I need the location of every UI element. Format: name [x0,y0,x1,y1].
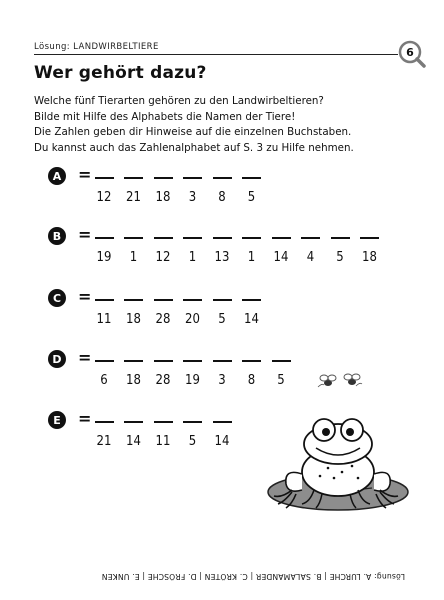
row-letter-badge: A [48,167,66,185]
answer-blank[interactable] [124,299,143,301]
answer-blank[interactable] [95,299,114,301]
page-number: 6 [406,46,414,59]
letter-number-hint: 28 [155,312,171,327]
letter-number-hint: 5 [336,250,344,265]
answer-blank[interactable] [242,299,261,301]
puzzle-row-d [0,350,444,400]
letter-number-hint: 8 [247,373,256,388]
puzzle-row-c [0,289,444,339]
answer-blank[interactable] [154,177,173,179]
magnifier-icon [398,40,426,68]
answer-blank[interactable] [124,237,143,239]
letter-number-hint: 1 [188,250,197,265]
letter-number-hint: 14 [214,434,230,449]
row-letter-badge: E [48,411,66,429]
instruction-line: Bilde mit Hilfe des Alphabets die Namen der Tiere! [34,110,296,123]
instruction-line: Die Zahlen geben dir Hinweise auf die einzelnen Buchstaben. [34,126,352,139]
answer-blank[interactable] [213,177,232,179]
answer-blank[interactable] [154,237,173,239]
equals-sign: = [78,287,92,306]
answer-blank[interactable] [95,360,114,362]
letter-number-hint: 14 [273,250,289,265]
letter-number-hint: 3 [218,373,226,388]
letter-number-hint: 11 [155,434,171,449]
letter-number-hint: 21 [96,434,112,449]
letter-number-hint: 18 [126,312,141,327]
letter-number-hint: 4 [306,250,315,265]
fly-icon [340,372,364,388]
fly-icon [316,373,340,389]
instructions [34,94,414,156]
answer-blank[interactable] [242,177,261,179]
equals-sign: = [78,409,92,428]
puzzle-row-b [0,227,444,277]
answer-blank[interactable] [154,299,173,301]
instruction-line: Welche fünf Tierarten gehören zu den Landwirbeltieren? [34,95,324,107]
answer-blank[interactable] [154,421,173,423]
answer-blank[interactable] [301,237,320,239]
frog-illustration [262,410,410,518]
letter-number-hint: 21 [126,190,141,205]
letter-number-hint: 8 [218,190,226,205]
letter-number-hint: 1 [247,250,256,265]
letter-number-hint: 6 [100,373,108,388]
answer-blank[interactable] [213,360,232,362]
row-letter-badge: D [48,350,66,368]
solution-footer: Lösung: A. LURCHE | B. SALAMANDER | C. KRÖTEN | D. FRÖSCHE | E. UNKEN [101,572,405,581]
answer-blank[interactable] [95,237,114,239]
letter-number-hint: 1 [129,250,138,265]
letter-number-hint: 20 [185,312,200,327]
answer-blank[interactable] [183,177,202,179]
letter-number-hint: 28 [155,373,171,388]
letter-number-hint: 5 [277,373,285,388]
answer-blank[interactable] [95,177,114,179]
answer-blank[interactable] [242,237,261,239]
letter-number-hint: 19 [96,250,112,265]
answer-blank[interactable] [213,299,232,301]
letter-number-hint: 18 [362,250,377,265]
equals-sign: = [78,165,92,184]
answer-blank[interactable] [183,360,202,362]
letter-number-hint: 5 [218,312,226,327]
letter-number-hint: 12 [155,250,171,265]
answer-blank[interactable] [272,237,291,239]
letter-number-hint: 19 [185,373,200,388]
answer-blank[interactable] [124,421,143,423]
answer-blank[interactable] [183,421,202,423]
answer-blank[interactable] [242,360,261,362]
solution-header-label: Lösung: LANDWIRBELTIERE [34,42,159,52]
page-number-badge [398,40,426,68]
letter-number-hint: 5 [188,434,197,449]
page-title: Wer gehört dazu? [34,63,207,83]
letter-number-hint: 13 [214,250,230,265]
equals-sign: = [78,348,92,367]
letter-number-hint: 3 [188,190,197,205]
answer-blank[interactable] [331,237,350,239]
answer-blank[interactable] [95,421,114,423]
answer-blank[interactable] [183,299,202,301]
letter-number-hint: 18 [155,190,171,205]
answer-blank[interactable] [124,177,143,179]
instruction-line: Du kannst auch das Zahlenalphabet auf S. 3 zu Hilfe nehmen. [34,141,354,154]
letter-number-hint: 14 [126,434,141,449]
answer-blank[interactable] [213,237,232,239]
letter-number-hint: 5 [247,190,256,205]
letter-number-hint: 14 [244,312,259,327]
row-letter-badge: B [48,227,66,245]
answer-blank[interactable] [124,360,143,362]
puzzle-row-a [0,167,444,217]
answer-blank[interactable] [213,421,232,423]
answer-blank[interactable] [360,237,379,239]
answer-blank[interactable] [154,360,173,362]
answer-blank[interactable] [183,237,202,239]
letter-number-hint: 12 [96,190,112,205]
letter-number-hint: 18 [126,373,141,388]
equals-sign: = [78,225,92,244]
answer-blank[interactable] [272,360,291,362]
row-letter-badge: C [48,289,66,307]
letter-number-hint: 11 [96,312,112,327]
header-divider [34,54,398,55]
